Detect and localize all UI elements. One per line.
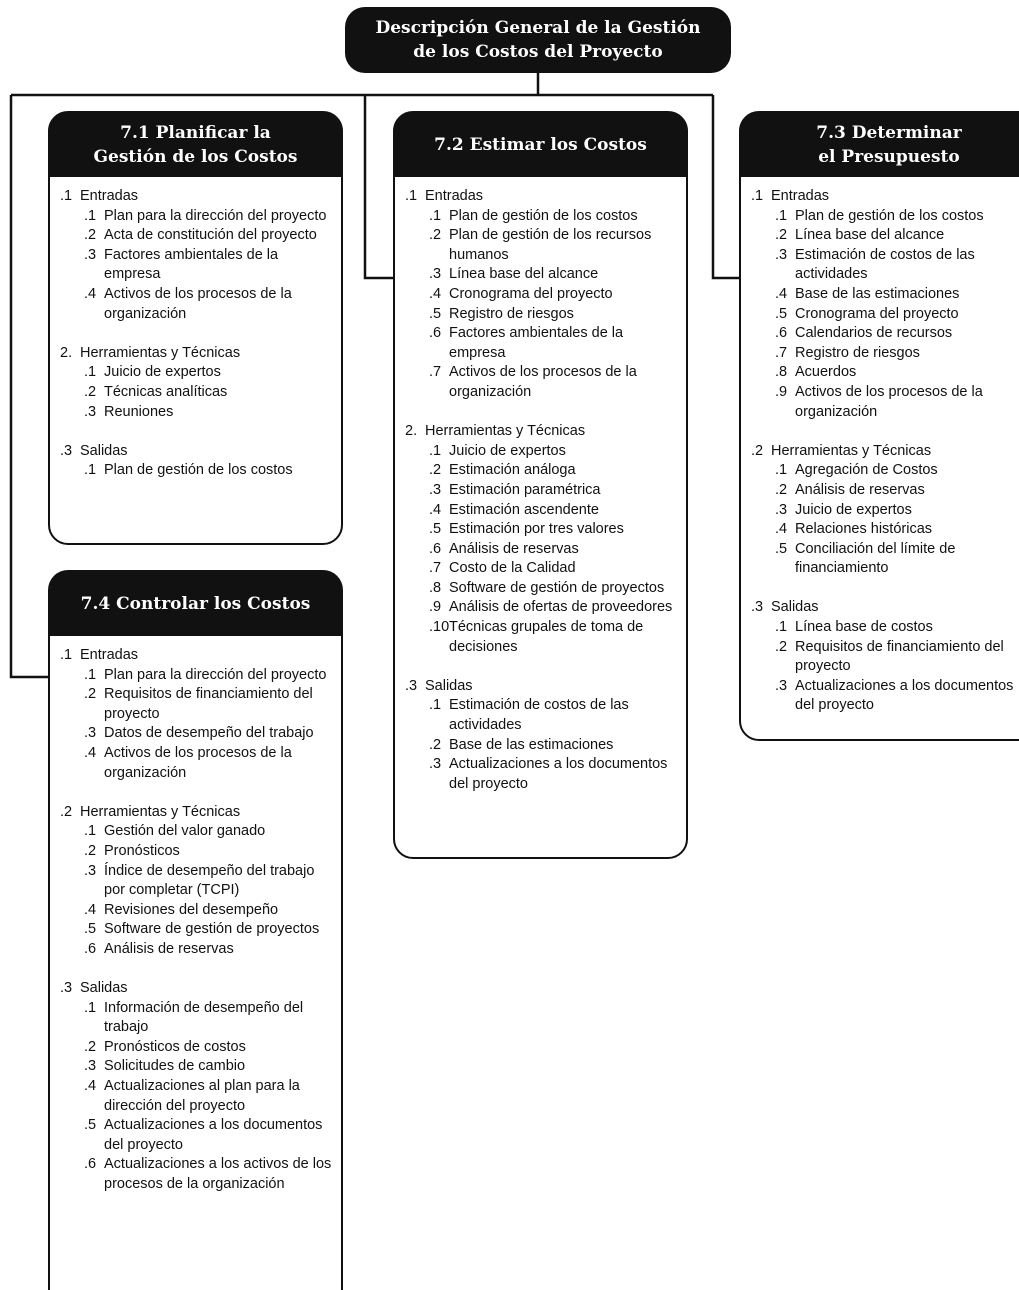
item-label: Plan de gestión de los costos <box>104 462 293 479</box>
item-label: Juicio de expertos <box>449 442 566 459</box>
list-item <box>60 285 335 324</box>
list-item <box>405 559 680 579</box>
item-number: .3 <box>84 725 97 742</box>
item-number: .2 <box>84 1038 97 1055</box>
list-item <box>60 226 335 246</box>
list-item <box>405 755 680 794</box>
item-number: .5 <box>84 1117 97 1134</box>
list-item <box>751 305 1019 325</box>
item-number: .2 <box>775 481 788 498</box>
item-number: .2 <box>84 227 97 244</box>
section <box>60 442 335 481</box>
item-label: Juicio de expertos <box>795 501 912 518</box>
list-item <box>751 285 1019 305</box>
list-item <box>751 246 1019 285</box>
section-number: .1 <box>60 647 73 663</box>
box-7-1-planificar <box>48 111 343 545</box>
item-number: .1 <box>84 364 97 381</box>
item-label: Activos de los procesos de la organización <box>449 364 637 400</box>
item-number: .10 <box>429 619 450 636</box>
item-label: Plan para la dirección del proyecto <box>104 666 327 683</box>
item-number: .4 <box>429 285 442 302</box>
list-item <box>405 736 680 756</box>
item-label: Actualizaciones a los documentos del proyecto <box>104 1117 323 1153</box>
item-number: .1 <box>84 462 97 479</box>
section-title <box>60 187 335 207</box>
item-number: .7 <box>429 364 442 381</box>
item-number: .4 <box>775 285 788 302</box>
list-item <box>405 363 680 402</box>
section-title <box>751 598 1019 618</box>
section-label: Entradas <box>80 188 139 204</box>
list-item <box>751 618 1019 638</box>
list-item <box>60 822 335 842</box>
item-number: .1 <box>775 462 788 479</box>
item-label: Pronósticos <box>104 842 180 859</box>
list-item <box>405 501 680 521</box>
item-label: Análisis de reservas <box>795 481 925 498</box>
list-item <box>60 1116 335 1155</box>
item-label: Costo de la Calidad <box>449 560 576 577</box>
item-label: Gestión del valor ganado <box>104 823 266 840</box>
list-item <box>60 363 335 383</box>
item-number: .2 <box>775 638 788 655</box>
item-number: .1 <box>775 207 788 224</box>
list-item <box>751 501 1019 521</box>
section <box>60 187 335 324</box>
item-number: .1 <box>429 697 442 714</box>
section-number: .1 <box>751 188 764 204</box>
item-number: .4 <box>84 285 97 302</box>
item-label: Pronósticos de costos <box>104 1038 246 1055</box>
item-label: Conciliación del límite de financiamiento <box>795 540 956 577</box>
section-label: Herramientas y Técnicas <box>80 344 241 361</box>
item-number: .5 <box>84 921 97 938</box>
list-item <box>405 696 680 735</box>
item-label: Requisitos de financiamiento del proyecto <box>795 638 1004 675</box>
item-label: Requisitos de financiamiento del proyecto <box>104 686 313 722</box>
item-label: Estimación de costos de las actividades <box>795 246 975 283</box>
section-title <box>405 677 680 697</box>
list-item <box>60 724 335 744</box>
section-title <box>60 646 335 666</box>
section-number: .2 <box>60 803 73 820</box>
list-item <box>60 1057 335 1077</box>
item-label: Reuniones <box>104 403 174 420</box>
section-number: .3 <box>60 442 73 459</box>
section-label: Herramientas y Técnicas <box>425 423 586 440</box>
item-label: Análisis de reservas <box>104 940 234 957</box>
item-label: Plan de gestión de los costos <box>795 207 984 224</box>
list-item <box>405 265 680 285</box>
section-label: Herramientas y Técnicas <box>771 442 932 459</box>
list-item <box>60 461 335 481</box>
item-number: .1 <box>429 207 442 224</box>
item-label: Cronograma del proyecto <box>449 285 613 302</box>
item-label: Estimación análoga <box>449 462 576 479</box>
item-number: .2 <box>429 227 442 244</box>
list-item <box>405 305 680 325</box>
section-number: .1 <box>405 188 418 204</box>
list-item <box>60 666 335 686</box>
section-number: 2. <box>405 423 418 440</box>
item-number: .6 <box>429 325 442 342</box>
list-item <box>751 677 1019 716</box>
list-item <box>405 226 680 265</box>
item-label: Línea base del alcance <box>795 227 945 244</box>
list-item <box>60 842 335 862</box>
item-number: .2 <box>429 462 442 479</box>
item-label: Calendarios de recursos <box>795 325 953 342</box>
section <box>60 646 335 783</box>
list-item <box>60 920 335 940</box>
section-label: Salidas <box>771 599 819 616</box>
item-number: .3 <box>429 756 442 773</box>
item-label: Factores ambientales de la empresa <box>104 246 279 283</box>
item-number: .3 <box>84 403 97 420</box>
list-item <box>405 481 680 501</box>
box-body <box>741 177 1019 726</box>
item-number: .2 <box>429 736 442 753</box>
item-number: .9 <box>775 383 788 400</box>
item-label: Solicitudes de cambio <box>104 1058 246 1075</box>
section-label: Entradas <box>771 188 830 204</box>
item-number: .3 <box>775 501 788 518</box>
item-number: .3 <box>84 862 97 879</box>
item-number: .6 <box>429 540 442 557</box>
diagram-title: Descripción General de la Gestión de los Costos del Proyecto <box>345 7 731 73</box>
section-title <box>405 422 680 442</box>
item-number: .2 <box>775 227 788 244</box>
section-title <box>751 187 1019 207</box>
section-title <box>60 979 335 999</box>
section <box>60 344 335 422</box>
section-number: .2 <box>751 442 764 459</box>
list-item <box>405 540 680 560</box>
section-title <box>60 803 335 823</box>
item-label: Registro de riesgos <box>449 305 574 322</box>
item-label: Línea base del alcance <box>449 266 599 283</box>
section-label: Salidas <box>425 677 473 694</box>
list-item <box>751 207 1019 227</box>
section-number: .3 <box>405 677 418 694</box>
section-label: Entradas <box>425 188 484 204</box>
item-number: .1 <box>84 823 97 840</box>
item-number: .4 <box>84 1078 97 1095</box>
item-number: .2 <box>84 383 97 400</box>
list-item <box>60 1155 335 1194</box>
box-body <box>50 177 341 491</box>
list-item <box>751 344 1019 364</box>
item-label: Datos de desempeño del trabajo <box>104 725 314 742</box>
item-number: .1 <box>84 999 97 1016</box>
box-header: 7.1 Planificar la Gestión de los Costos <box>50 113 341 177</box>
list-item <box>751 324 1019 344</box>
item-label: Activos de los procesos de la organización <box>104 285 292 322</box>
list-item <box>405 520 680 540</box>
item-label: Plan para la dirección del proyecto <box>104 207 327 224</box>
section <box>405 422 680 657</box>
box-header: 7.3 Determinar el Presupuesto <box>741 113 1019 177</box>
section-number: .3 <box>751 599 764 616</box>
item-label: Técnicas analíticas <box>104 383 228 400</box>
item-label: Acta de constitución del proyecto <box>104 227 317 244</box>
list-item <box>60 1038 335 1058</box>
section <box>751 187 1019 422</box>
item-number: .8 <box>775 364 788 381</box>
list-item <box>751 481 1019 501</box>
item-label: Acuerdos <box>795 364 857 381</box>
list-item <box>60 940 335 960</box>
list-item <box>751 540 1019 579</box>
item-number: .1 <box>84 666 97 683</box>
item-number: .3 <box>84 246 97 263</box>
item-label: Técnicas grupales de toma de decisiones <box>449 619 644 655</box>
item-label: Información de desempeño del trabajo <box>104 999 304 1036</box>
item-number: .8 <box>429 579 442 596</box>
section <box>60 803 335 960</box>
item-label: Actualizaciones a los documentos del proyecto <box>795 677 1014 714</box>
section <box>751 442 1019 579</box>
item-label: Línea base de costos <box>795 619 933 636</box>
item-label: Análisis de reservas <box>449 540 579 557</box>
item-label: Agregación de Costos <box>795 462 938 479</box>
list-item <box>60 246 335 285</box>
list-item <box>60 1077 335 1116</box>
section-label: Entradas <box>80 647 139 663</box>
item-number: .1 <box>775 619 788 636</box>
list-item <box>405 207 680 227</box>
item-number: .3 <box>429 266 442 283</box>
section <box>405 187 680 403</box>
item-number: .3 <box>775 246 788 263</box>
list-item <box>60 862 335 901</box>
item-number: .5 <box>429 521 442 538</box>
list-item <box>405 285 680 305</box>
item-label: Cronograma del proyecto <box>795 305 959 322</box>
box-7-3-determinar <box>739 111 1019 741</box>
box-header: 7.2 Estimar los Costos <box>395 113 686 177</box>
box-header: 7.4 Controlar los Costos <box>50 572 341 636</box>
item-label: Juicio de expertos <box>104 364 221 381</box>
section-title <box>751 442 1019 462</box>
item-label: Actualizaciones a los documentos del proyecto <box>449 756 668 792</box>
item-label: Software de gestión de proyectos <box>449 579 665 596</box>
list-item <box>405 461 680 481</box>
list-item <box>751 638 1019 677</box>
item-label: Registro de riesgos <box>795 344 920 361</box>
list-item <box>751 520 1019 540</box>
list-item <box>60 901 335 921</box>
section <box>751 598 1019 716</box>
list-item <box>405 598 680 618</box>
item-label: Plan de gestión de los costos <box>449 207 638 224</box>
box-body <box>395 177 686 804</box>
item-number: .7 <box>775 344 788 361</box>
item-number: .3 <box>429 481 442 498</box>
section-number: 2. <box>60 344 73 361</box>
item-label: Activos de los procesos de la organización <box>104 744 292 781</box>
item-label: Software de gestión de proyectos <box>104 921 320 938</box>
item-number: .6 <box>84 940 97 957</box>
list-item <box>751 383 1019 422</box>
item-number: .7 <box>429 560 442 577</box>
item-label: Actualizaciones al plan para la dirección del proyecto <box>104 1078 300 1114</box>
list-item <box>60 744 335 783</box>
item-number: .6 <box>84 1156 97 1173</box>
item-label: Factores ambientales de la empresa <box>449 325 624 361</box>
section-number: .1 <box>60 188 73 204</box>
item-number: .5 <box>775 540 788 557</box>
item-number: .4 <box>429 501 442 518</box>
item-number: .4 <box>775 521 788 538</box>
item-number: .5 <box>429 305 442 322</box>
section-title <box>405 187 680 207</box>
item-label: Plan de gestión de los recursos humanos <box>449 227 652 263</box>
list-item <box>405 324 680 363</box>
list-item <box>751 461 1019 481</box>
box-7-4-controlar <box>48 570 343 1290</box>
item-label: Relaciones históricas <box>795 521 933 538</box>
list-item <box>751 226 1019 246</box>
item-number: .3 <box>775 677 788 694</box>
item-number: .4 <box>84 744 97 761</box>
section-title <box>60 344 335 364</box>
list-item <box>60 207 335 227</box>
item-number: .5 <box>775 305 788 322</box>
item-number: .1 <box>84 207 97 224</box>
item-number: .4 <box>84 901 97 918</box>
list-item <box>751 363 1019 383</box>
box-body <box>50 636 341 1205</box>
item-number: .6 <box>775 325 788 342</box>
item-label: Revisiones del desempeño <box>104 901 279 918</box>
section <box>405 677 680 795</box>
box-7-2-estimar <box>393 111 688 859</box>
item-number: .3 <box>84 1058 97 1075</box>
item-label: Base de las estimaciones <box>795 285 960 302</box>
section-label: Salidas <box>80 980 128 997</box>
item-number: .2 <box>84 842 97 859</box>
item-number: .1 <box>429 442 442 459</box>
item-number: .9 <box>429 599 442 616</box>
item-label: Activos de los procesos de la organización <box>795 383 983 420</box>
item-label: Análisis de ofertas de proveedores <box>449 599 673 616</box>
item-label: Estimación por tres valores <box>449 521 624 538</box>
list-item <box>60 685 335 724</box>
item-label: Actualizaciones a los activos de los procesos de la organización <box>104 1156 332 1193</box>
list-item <box>405 579 680 599</box>
item-label: Estimación ascendente <box>449 501 599 518</box>
section-label: Herramientas y Técnicas <box>80 803 241 820</box>
section-number: .3 <box>60 980 73 997</box>
list-item <box>405 442 680 462</box>
item-label: Índice de desempeño del trabajo por completar (TCPI) <box>104 862 315 899</box>
item-number: .2 <box>84 686 97 703</box>
list-item <box>60 383 335 403</box>
section-label: Salidas <box>80 442 128 459</box>
section <box>60 979 335 1195</box>
item-label: Estimación paramétrica <box>449 481 601 498</box>
section-title <box>60 442 335 462</box>
item-label: Estimación de costos de las actividades <box>449 697 629 734</box>
list-item <box>60 403 335 423</box>
list-item <box>60 999 335 1038</box>
item-label: Base de las estimaciones <box>449 736 614 753</box>
list-item <box>405 618 680 657</box>
